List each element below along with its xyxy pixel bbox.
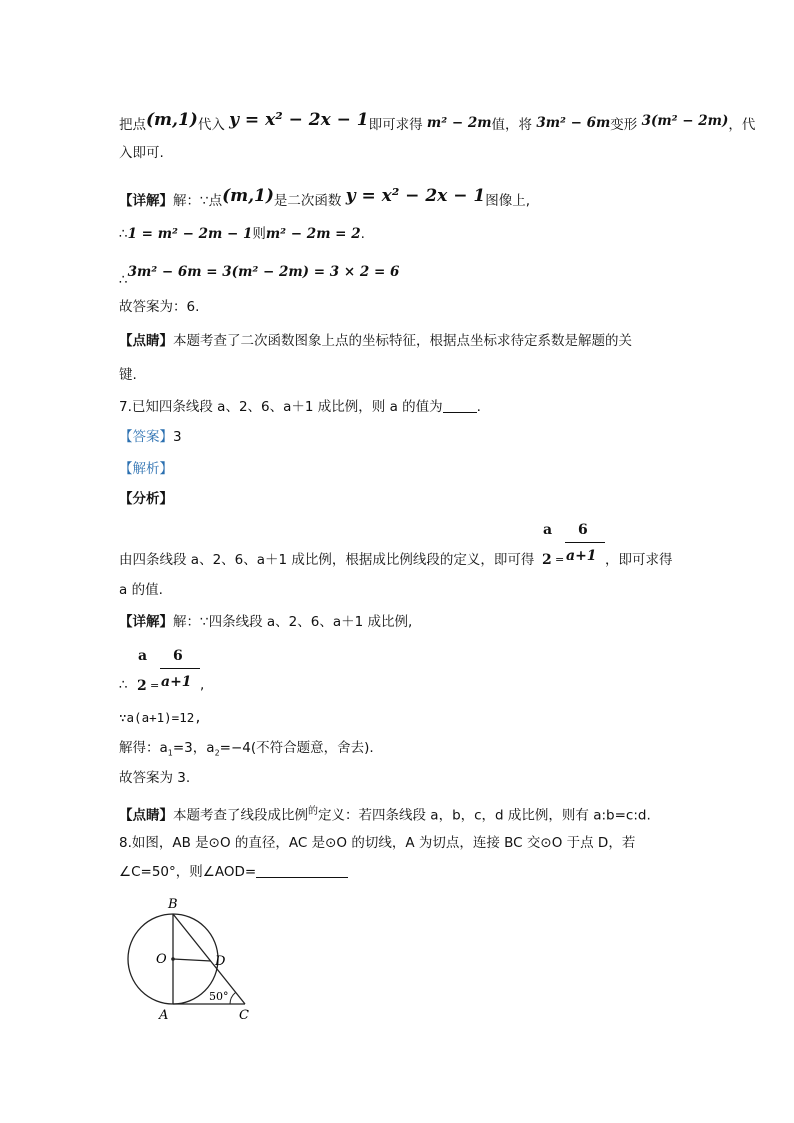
text: 图像上, — [485, 193, 531, 209]
section-label: 【点睛】 — [119, 807, 173, 824]
math-function: y = x² − 2x − 1 — [345, 186, 486, 206]
angle-label: 50° — [209, 990, 229, 1003]
math-expr: 3(m² − 2m) — [641, 113, 729, 129]
text: 由四条线段 a、2、6、a＋1 成比例，根据成比例线段的定义，即可得 — [119, 552, 535, 568]
subscript: 1 — [167, 748, 173, 758]
question-text: ∠C=50°，则∠AOD= — [119, 864, 257, 880]
fraction-denominator: a+1 — [566, 548, 597, 564]
text: . — [476, 399, 481, 415]
because-equation — [119, 708, 202, 728]
para-2 — [119, 186, 530, 211]
answer-value: 3 — [173, 429, 182, 445]
final-answer — [119, 768, 190, 788]
label-c: C — [239, 1008, 249, 1023]
geometry-figure — [118, 895, 278, 1035]
angle-arc — [230, 993, 236, 1005]
text: 键. — [119, 367, 137, 383]
section-label: 【详解】 — [119, 614, 173, 630]
para-1-line-2 — [119, 143, 164, 163]
text: 值，将 — [491, 117, 533, 133]
fraction-numerator: a — [138, 648, 148, 664]
answer-blank[interactable] — [443, 399, 477, 413]
text: 定义：若四条线段 a，b，c，d 成比例，则有 a:b=c:d. — [318, 807, 651, 824]
question-7-stem — [119, 397, 481, 417]
analysis-label-text: 【解析】 — [119, 461, 173, 477]
math-equation: 1 = m² − 2m − 1 — [127, 226, 253, 242]
math-expr: m² − 2m — [426, 115, 492, 131]
fraction-comma — [200, 675, 204, 695]
text: 入即可. — [119, 145, 164, 161]
segment-od — [173, 959, 211, 961]
fraction-denominator: 2 — [137, 678, 147, 694]
fraction-bar — [565, 542, 605, 543]
fraction-denominator: 2 — [542, 552, 552, 568]
fraction-bar — [160, 668, 200, 669]
analysis-label — [119, 459, 173, 479]
therefore-symbol: ∴ — [119, 272, 128, 288]
fraction-numerator: a — [543, 522, 553, 538]
answer-label: 【答案】 — [119, 429, 173, 445]
label-b: B — [168, 897, 178, 912]
question-text: 7.已知四条线段 a、2、6、a＋1 成比例，则 a 的值为 — [119, 399, 443, 415]
therefore-symbol-2 — [119, 675, 128, 695]
fraction-numerator: 6 — [578, 522, 588, 538]
math-point: (m,1) — [222, 186, 274, 206]
question-8-stem-1 — [119, 833, 635, 853]
para-4 — [119, 262, 399, 290]
math-point: (m,1) — [146, 110, 198, 130]
fraction-numerator: 6 — [173, 648, 183, 664]
text: ，即可求得 — [605, 552, 673, 568]
math-function: y = x² − 2x − 1 — [229, 110, 369, 130]
text: 代入 — [197, 117, 225, 133]
text: 本题考查了二次函数图象上点的坐标特征，根据点坐标求待定系数是解题的关 — [173, 333, 632, 349]
math-equation: 3m² − 6m = 3(m² − 2m) = 3 × 2 = 6 — [127, 264, 400, 280]
answer-text: 故答案为：6. — [119, 299, 200, 315]
fenxi-label — [119, 489, 173, 509]
solution-line — [119, 738, 374, 764]
answer-line — [119, 427, 182, 447]
math-equation: m² − 2m = 2 — [265, 226, 361, 242]
para-5 — [119, 297, 199, 317]
question-8-stem-2 — [119, 862, 348, 882]
text: =3，a — [172, 740, 215, 756]
text: , — [200, 677, 205, 693]
text: =−4(不符合题意，舍去). — [219, 740, 374, 756]
text: 即可求得 — [368, 117, 423, 133]
analysis-line-1 — [119, 550, 534, 570]
analysis-line-1-end — [605, 550, 673, 570]
text: 解得：a — [119, 740, 168, 756]
math-equation: ∵a(a+1)=12, — [119, 710, 202, 725]
answer-blank[interactable] — [256, 864, 348, 878]
subscript: 2 — [214, 748, 220, 758]
text: 本题考查了线段成比例 — [173, 807, 308, 824]
text: . — [360, 226, 365, 242]
para-1-line-1 — [119, 110, 755, 135]
label-o: O — [156, 952, 167, 967]
text: 是二次函数 — [273, 193, 342, 209]
question-text: 8.如图，AB 是⊙O 的直径，AC 是⊙O 的切线，A 为切点，连接 BC 交⊙O 于点 D，若 — [119, 835, 636, 851]
label-a: A — [159, 1008, 169, 1023]
equals-sign: = — [555, 553, 565, 566]
text: a 的值. — [119, 582, 163, 598]
para-6-line-1 — [119, 331, 632, 351]
text: 把点 — [119, 117, 146, 133]
text: 的 — [308, 806, 318, 817]
note-line — [119, 802, 651, 826]
center-dot — [171, 957, 175, 961]
para-3 — [119, 224, 365, 244]
section-label: 【点睛】 — [119, 333, 173, 349]
answer-text: 故答案为 3. — [119, 770, 191, 786]
detail-line — [119, 612, 412, 632]
label-d: D — [215, 954, 226, 969]
analysis-line-2 — [119, 580, 163, 600]
therefore-symbol: ∴ — [119, 226, 128, 242]
text: 解：∵四条线段 a、2、6、a＋1 成比例, — [173, 614, 413, 630]
equals-sign: = — [150, 679, 160, 692]
text: ，代 — [728, 117, 756, 133]
text: 则 — [252, 226, 266, 242]
text: 解：∵点 — [173, 193, 223, 209]
therefore-symbol: ∴ — [119, 677, 128, 693]
math-expr: 3m² − 6m — [536, 115, 611, 131]
section-label: 【详解】 — [119, 193, 173, 209]
section-label: 【分析】 — [119, 491, 173, 507]
text: 变形 — [610, 117, 638, 133]
para-6-line-2 — [119, 365, 137, 385]
fraction-denominator: a+1 — [161, 674, 192, 690]
